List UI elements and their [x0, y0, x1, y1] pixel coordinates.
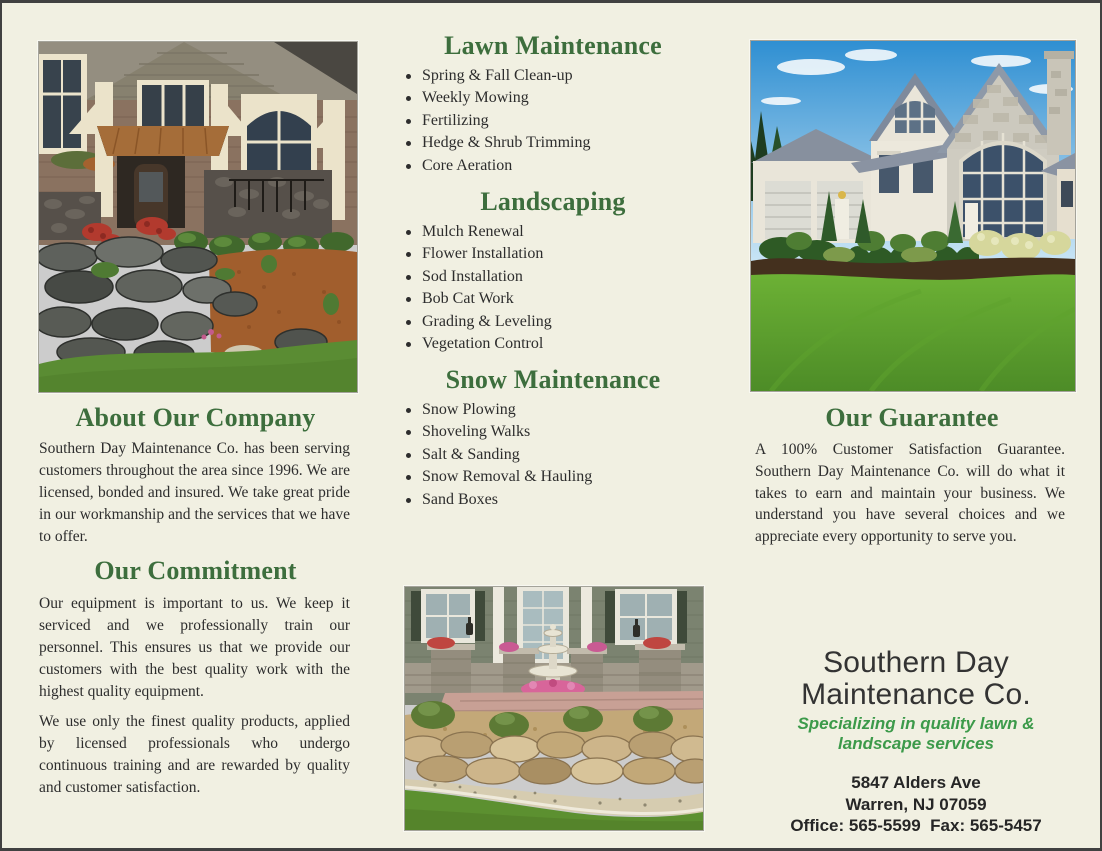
commitment-body-1: Our equipment is important to us. We keep it serviced and we professionally train our personnel. This ensures us that we provide our customers with the best quality work with the highest quality equipment.: [39, 595, 350, 700]
snow-maintenance-heading: Snow Maintenance: [445, 365, 661, 394]
company-name-line-1: Southern Day: [823, 646, 1009, 679]
snow-maintenance-list: [400, 399, 700, 511]
service-item: Hedge & Shrub Trimming: [400, 132, 700, 154]
service-item: Snow Plowing: [400, 399, 700, 421]
company-name-line-2: Maintenance Co.: [801, 678, 1031, 711]
service-item: Flower Installation: [400, 243, 700, 265]
service-item: Snow Removal & Hauling: [400, 466, 700, 488]
landscaping-heading: Landscaping: [480, 187, 626, 216]
guarantee-section: [754, 403, 1070, 433]
snow-maintenance-section: [400, 365, 706, 395]
commitment-body-2: We use only the finest quality products, applied by licensed professionals who undergo continuous training and are rewarded by quality and customer satisfaction.: [39, 713, 350, 796]
middle-panel-photo: [404, 586, 704, 831]
company-block: [756, 647, 1076, 837]
lawn-maintenance-heading: Lawn Maintenance: [444, 31, 662, 60]
service-item: Sod Installation: [400, 266, 700, 288]
service-item: Weekly Mowing: [400, 87, 700, 109]
left-panel-photo: [38, 41, 358, 393]
phone-fax-line: Office: 565-5599 Fax: 565-5457: [790, 816, 1042, 835]
guarantee-body: A 100% Customer Satisfaction Guarantee. Southern Day Maintenance Co. will do what it takes to earn and maintain your business. We understand you have several choices and we appreciate every opportunity to serve you.: [755, 441, 1065, 546]
landscaping-section: [400, 187, 706, 217]
landscaping-list: [400, 221, 700, 355]
service-item: Salt & Sanding: [400, 444, 700, 466]
about-body: Southern Day Maintenance Co. has been serving customers throughout the area since 1996. We are licensed, bonded and insured. We take great pride in our workmanship and the services that we have to offer.: [39, 440, 350, 545]
service-item: Mulch Renewal: [400, 221, 700, 243]
lawn-maintenance-list: [400, 65, 700, 177]
service-item: Core Aeration: [400, 155, 700, 177]
service-item: Fertilizing: [400, 110, 700, 132]
service-item: Grading & Leveling: [400, 311, 700, 333]
company-tagline: Specializing in quality lawn & landscape services: [797, 714, 1035, 753]
address-line-2: Warren, NJ 07059: [845, 794, 987, 814]
craftsman-house-rock-garden-illustration: [39, 42, 357, 392]
service-item: Vegetation Control: [400, 333, 700, 355]
about-section: [39, 403, 352, 433]
service-item: Sand Boxes: [400, 489, 700, 511]
service-item: Bob Cat Work: [400, 288, 700, 310]
guarantee-heading: Our Guarantee: [825, 403, 999, 432]
right-panel-photo: [750, 40, 1076, 392]
about-heading: About Our Company: [75, 403, 316, 432]
lawn-maintenance-section: [400, 31, 706, 61]
service-item: Spring & Fall Clean-up: [400, 65, 700, 87]
commitment-heading: Our Commitment: [94, 556, 297, 585]
commitment-section: [39, 556, 352, 586]
service-item: Shoveling Walks: [400, 421, 700, 443]
fountain-stone-wall-illustration: [405, 587, 703, 830]
address-line-1: 5847 Alders Ave: [851, 773, 981, 792]
stone-house-lawn-illustration: [751, 41, 1075, 391]
